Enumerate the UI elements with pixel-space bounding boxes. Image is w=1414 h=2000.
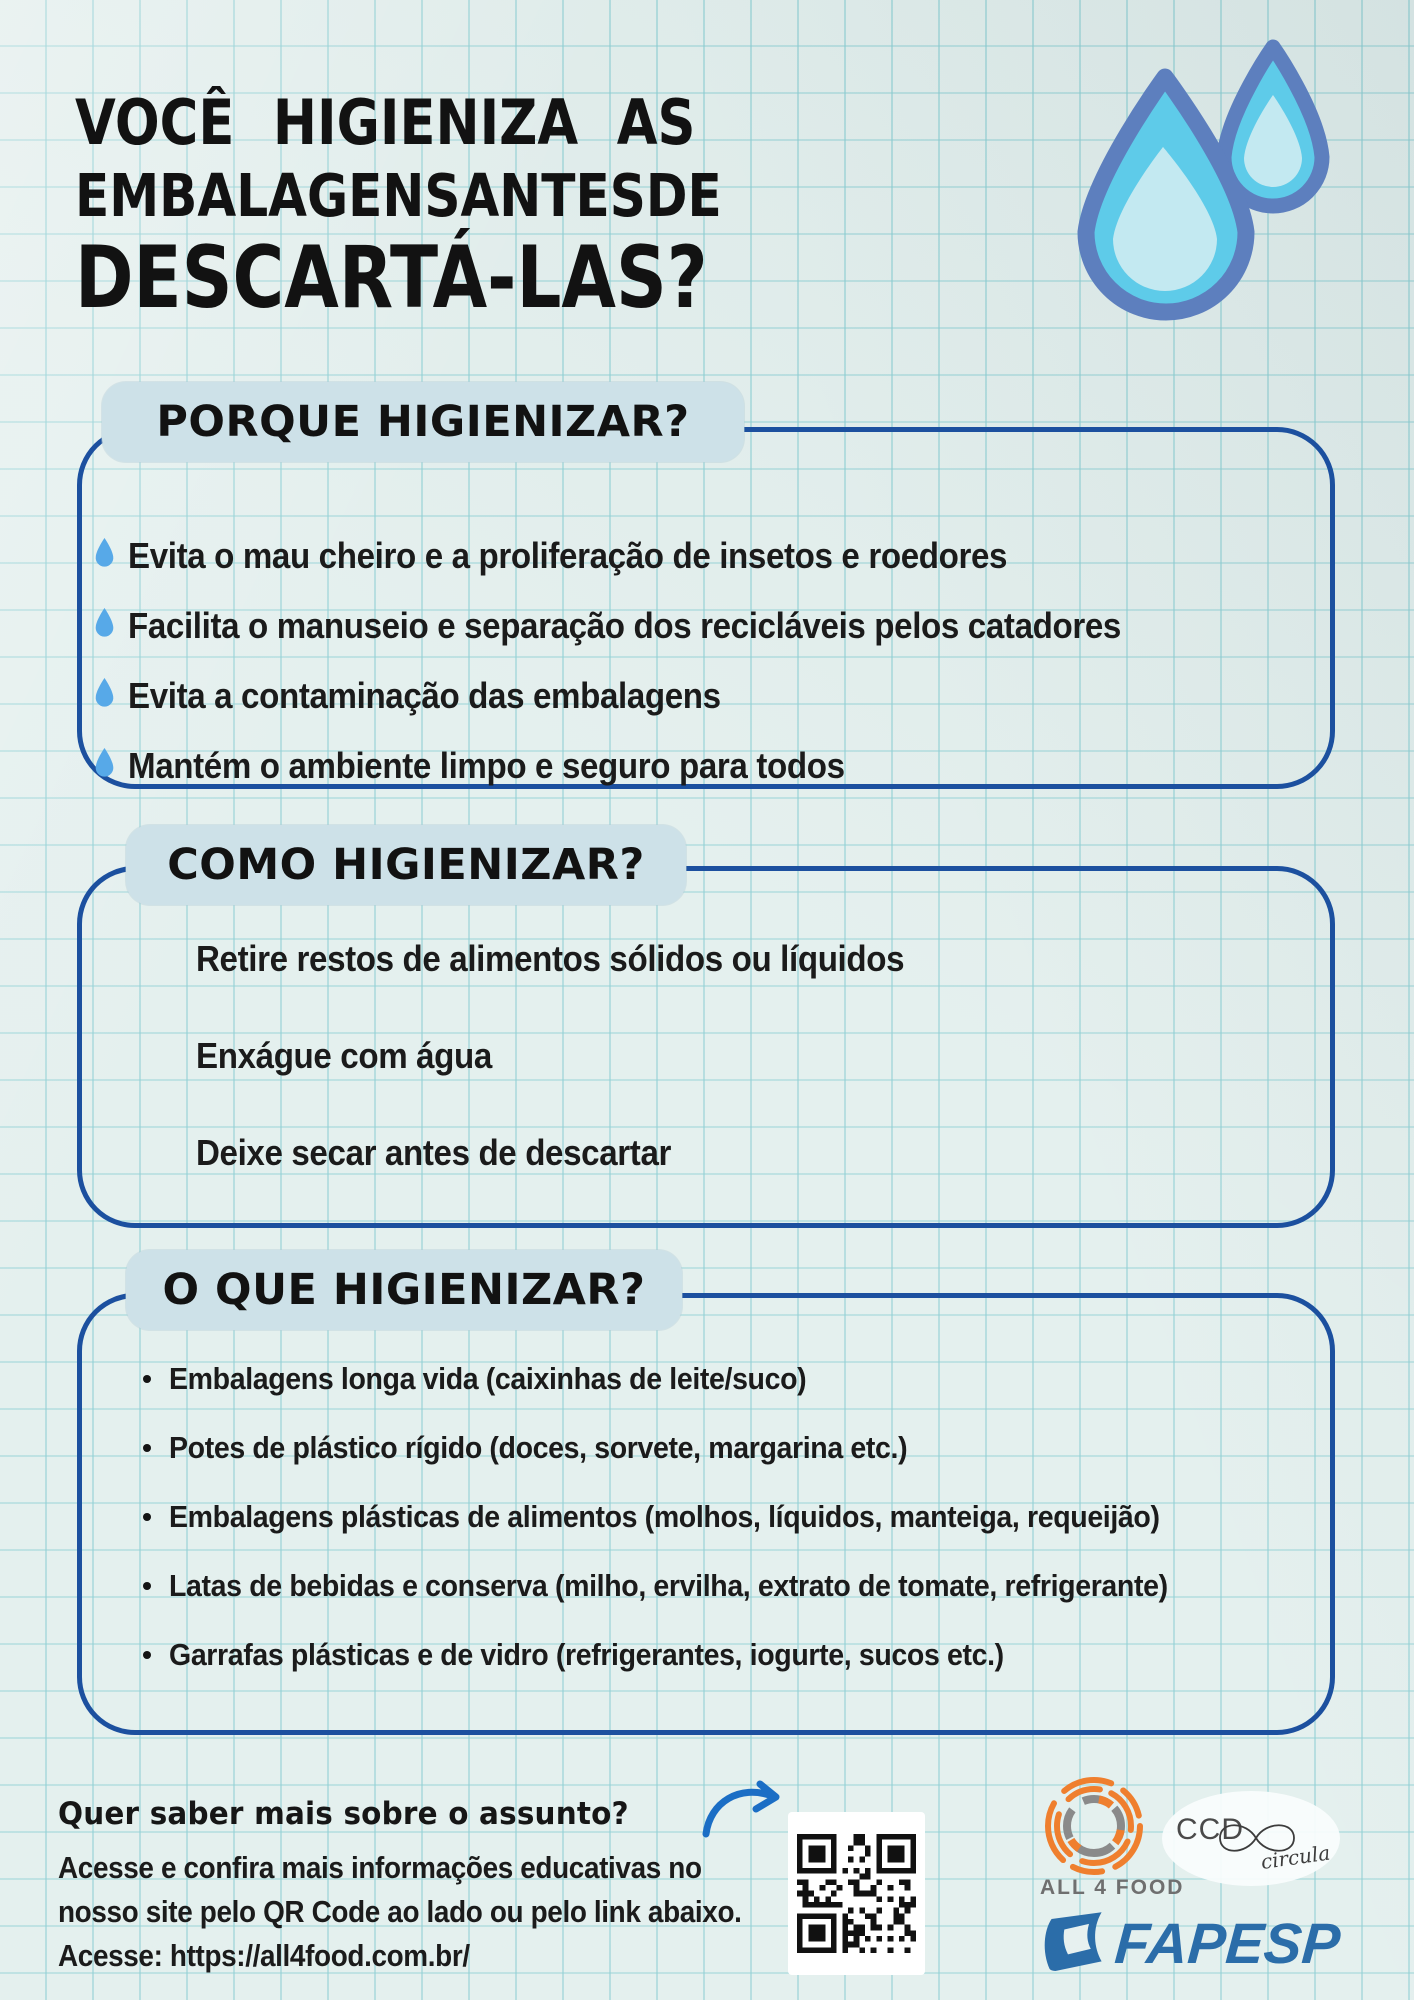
curved-arrow-icon (700, 1778, 792, 1840)
footer-link[interactable]: Acesse: https://all4food.com.br/ (58, 1938, 470, 1973)
drop-bullet-icon (93, 537, 116, 574)
list-item-text: Evita o mau cheiro e a proliferação de insetos e roedores (128, 534, 1008, 576)
list-item-text: Retire restos de alimentos sólidos ou líquidos (196, 938, 905, 979)
footer-line-1: Acesse e confira mais informações educativas no (58, 1850, 702, 1885)
porque-list (93, 533, 1207, 813)
list-item (93, 743, 1207, 788)
list-item-text: Facilita o manuseio e separação dos recicláveis pelos catadores (128, 604, 1121, 646)
list-item-text: Evita a contaminação das embalagens (128, 674, 721, 716)
title-word: VOCÊ (75, 86, 235, 159)
water-drops-icon (1015, 25, 1345, 335)
dot-bullet-icon (143, 1651, 151, 1659)
ccd-circula-logo (1162, 1791, 1340, 1886)
qr-code (788, 1812, 925, 1975)
list-item (143, 1358, 1255, 1400)
list-item (196, 1132, 966, 1176)
page-title (75, 86, 847, 328)
list-item-text: Deixe secar antes de descartar (196, 1132, 672, 1173)
fapesp-flag-icon (1040, 1908, 1115, 1980)
dot-bullet-icon (143, 1375, 151, 1383)
footer-line-2: nosso site pelo QR Code ao lado ou pelo link abaixo. (58, 1894, 742, 1929)
list-item (143, 1496, 1255, 1538)
title-line-1 (75, 86, 696, 159)
section-heading-porque: PORQUE HIGIENIZAR? (102, 382, 744, 462)
all4food-logo-icon (1040, 1772, 1148, 1880)
list-item-text: Latas de bebidas e conserva (milho, ervilha, extrato de tomate, refrigerante) (169, 1568, 1168, 1603)
list-item (93, 533, 1207, 578)
fapesp-logo (1040, 1906, 1343, 1982)
list-item-text: Embalagens longa vida (caixinhas de leite/suco) (169, 1361, 807, 1396)
list-item (93, 603, 1207, 648)
title-word: DE (645, 161, 722, 230)
dot-bullet-icon (143, 1513, 151, 1521)
list-item-text: Embalagens plásticas de alimentos (molhos, líquidos, manteiga, requeijão) (169, 1499, 1160, 1534)
list-item (143, 1634, 1255, 1676)
dot-bullet-icon (143, 1444, 151, 1452)
list-item (196, 1035, 966, 1079)
title-word: HIGIENIZA (272, 86, 579, 159)
title-line-3: DESCARTÁ-LAS? (75, 228, 708, 328)
list-item-text: Potes de plástico rígido (doces, sorvete, margarina etc.) (169, 1430, 908, 1465)
footer-text-block (58, 1846, 817, 1978)
title-line-2 (75, 161, 722, 230)
como-list (196, 938, 966, 1229)
list-item-text: Enxágue com água (196, 1035, 492, 1076)
drop-bullet-icon (93, 607, 116, 644)
footer-heading: Quer saber mais sobre o assunto? (58, 1796, 629, 1832)
all4food-logo-label: ALL 4 FOOD (1040, 1876, 1185, 1899)
list-item (196, 938, 966, 982)
list-item (143, 1427, 1255, 1469)
fapesp-logo-text: FAPESP (1112, 1912, 1343, 1976)
list-item (93, 673, 1207, 718)
drop-bullet-icon (93, 747, 116, 784)
list-item (143, 1565, 1255, 1607)
list-item-text: Garrafas plásticas e de vidro (refrigerantes, iogurte, sucos etc.) (169, 1637, 1004, 1672)
ccd-logo-text: CCD (1176, 1813, 1244, 1846)
title-word: ANTES (460, 161, 646, 230)
title-word: EMBALAGENS (75, 161, 461, 230)
ccd-script-text: circula (1259, 1840, 1332, 1874)
dot-bullet-icon (143, 1582, 151, 1590)
section-heading-oque: O QUE HIGIENIZAR? (126, 1250, 682, 1330)
title-word: AS (616, 86, 696, 159)
section-heading-como: COMO HIGIENIZAR? (126, 825, 686, 905)
list-item-text: Mantém o ambiente limpo e seguro para todos (128, 744, 845, 786)
oque-list (143, 1358, 1255, 1703)
drop-bullet-icon (93, 677, 116, 714)
